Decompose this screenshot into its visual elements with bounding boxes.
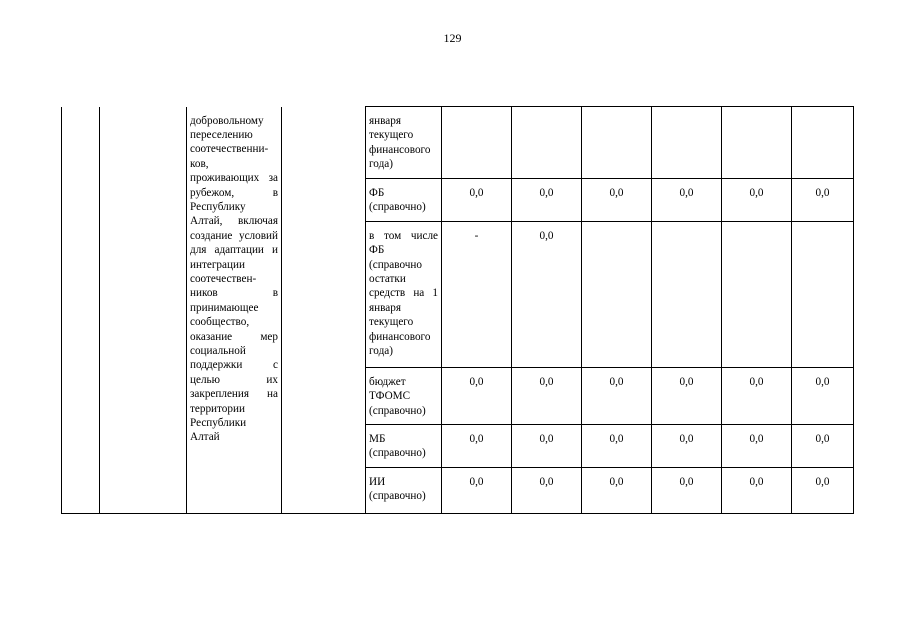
table-cell: 0,0 xyxy=(722,425,792,468)
table-cell xyxy=(792,107,854,179)
description-cell xyxy=(187,107,282,514)
table-cell: 0,0 xyxy=(512,425,582,468)
table-cell: 0,0 xyxy=(792,367,854,424)
row-label: ИИ (справочно) xyxy=(366,467,442,513)
row-label: января текущего финансового года) xyxy=(366,107,442,179)
table-cell xyxy=(722,107,792,179)
table-cell: 0,0 xyxy=(442,467,512,513)
table-cell: 0,0 xyxy=(652,467,722,513)
table-cell: 0,0 xyxy=(512,467,582,513)
row-label: ФБ (справочно) xyxy=(366,179,442,222)
table-cell: 0,0 xyxy=(442,179,512,222)
table-cell: 0,0 xyxy=(652,425,722,468)
table-cell: 0,0 xyxy=(792,425,854,468)
table-cell xyxy=(722,221,792,367)
table-cell: 0,0 xyxy=(512,221,582,367)
row-label: бюджет ТФОМС (справочно) xyxy=(366,367,442,424)
table-cell: 0,0 xyxy=(442,425,512,468)
table-cell: 0,0 xyxy=(582,467,652,513)
table-cell xyxy=(442,107,512,179)
row-label: в том числе ФБ (справочно остатки средств на 1 января текущего финансового года) xyxy=(366,221,442,367)
table-cell: 0,0 xyxy=(582,179,652,222)
table-cell xyxy=(652,107,722,179)
col-number-cell xyxy=(62,107,100,514)
budget-table xyxy=(61,106,854,514)
table-cell: 0,0 xyxy=(652,179,722,222)
table-cell xyxy=(512,107,582,179)
row-label: МБ (справочно) xyxy=(366,425,442,468)
col-name-cell xyxy=(100,107,187,514)
table-cell xyxy=(582,107,652,179)
table-cell: 0,0 xyxy=(722,367,792,424)
table-cell: 0,0 xyxy=(792,179,854,222)
description-text: добровольному переселению соотечественников, проживающих за рубежом, в Республику Алтай, включая создание условий для адаптации и интеграции соотечественников в принимающее сообщество, оказание мер социальной поддержки с целью их закрепления на территории Республики Алтай xyxy=(190,114,278,444)
table-cell: 0,0 xyxy=(512,367,582,424)
table-cell: 0,0 xyxy=(652,367,722,424)
page-number: 129 xyxy=(443,31,462,45)
table-cell xyxy=(582,221,652,367)
table-cell xyxy=(792,221,854,367)
table-cell: 0,0 xyxy=(582,367,652,424)
table-cell: 0,0 xyxy=(792,467,854,513)
table-cell: 0,0 xyxy=(582,425,652,468)
table-cell xyxy=(652,221,722,367)
table-cell: 0,0 xyxy=(442,367,512,424)
table-cell: 0,0 xyxy=(512,179,582,222)
table-cell: - xyxy=(442,221,512,367)
table-cell: 0,0 xyxy=(722,179,792,222)
table-cell: 0,0 xyxy=(722,467,792,513)
col-executor-cell xyxy=(282,107,366,514)
